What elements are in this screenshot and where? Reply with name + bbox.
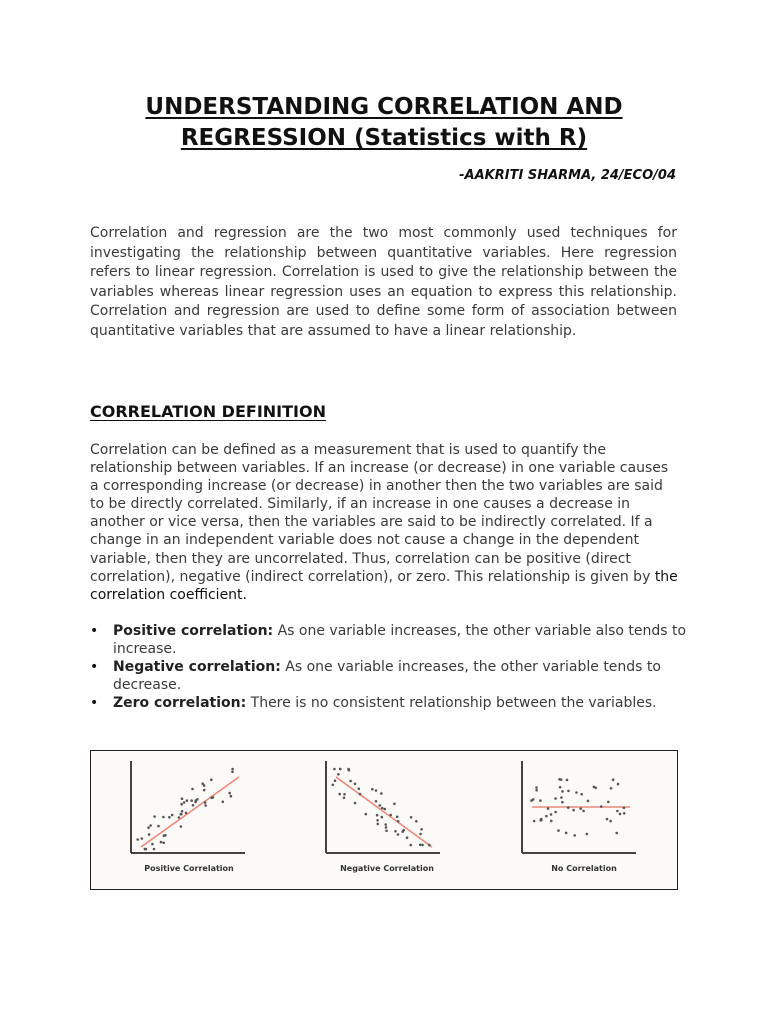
data-point xyxy=(561,790,564,793)
data-point xyxy=(573,834,576,837)
data-point xyxy=(396,816,399,819)
data-point xyxy=(162,842,165,845)
data-point xyxy=(384,808,387,811)
data-point xyxy=(593,786,596,789)
data-point xyxy=(406,836,409,839)
data-point xyxy=(381,807,384,810)
data-point xyxy=(381,816,384,819)
data-point xyxy=(559,786,562,789)
data-point xyxy=(554,797,557,800)
data-point xyxy=(151,843,154,846)
data-point xyxy=(181,797,184,800)
data-point xyxy=(343,797,346,800)
data-point xyxy=(550,820,553,823)
data-point xyxy=(389,814,392,817)
data-point xyxy=(144,848,147,851)
data-point xyxy=(348,769,351,772)
data-point xyxy=(539,819,542,822)
panel-negative xyxy=(326,761,440,873)
data-point xyxy=(365,813,368,816)
bullet-term: Negative correlation: xyxy=(113,659,281,675)
data-point xyxy=(192,804,195,807)
data-point xyxy=(153,815,156,818)
data-point xyxy=(332,784,335,787)
data-point xyxy=(191,788,194,791)
list-item xyxy=(90,694,690,712)
data-point xyxy=(393,803,396,806)
data-point xyxy=(371,788,374,791)
data-point xyxy=(419,844,422,847)
data-point xyxy=(380,792,383,795)
data-point xyxy=(375,800,378,803)
data-point xyxy=(582,810,585,813)
data-point xyxy=(567,790,570,793)
data-point xyxy=(210,778,213,781)
panel-positive xyxy=(131,761,245,873)
data-point xyxy=(147,826,150,829)
data-point xyxy=(394,830,397,833)
data-point xyxy=(231,768,234,771)
data-point xyxy=(409,844,412,847)
bullet-icon: • xyxy=(90,623,99,639)
data-point xyxy=(203,789,206,792)
data-point xyxy=(535,789,538,792)
data-point xyxy=(410,816,413,819)
data-point xyxy=(567,806,570,809)
intro-paragraph: Correlation and regression are the two most commonly used techniques for investigating the relationship between quantitative variables. Here regression refers to linear regression. Correlation is used to give the relationship between the variables whereas linear regression uses an equation to express this relationship. Correlation and regression are used to define some form of association between quantitative variables that are assumed to have a linear relationship. xyxy=(90,225,677,339)
data-point xyxy=(623,807,626,810)
data-point xyxy=(428,844,431,847)
data-point xyxy=(415,820,418,823)
data-point xyxy=(168,816,171,819)
data-point xyxy=(349,780,352,783)
data-point xyxy=(554,811,557,814)
data-point xyxy=(561,801,564,804)
data-point xyxy=(185,812,188,815)
data-point xyxy=(354,783,357,786)
data-point xyxy=(615,832,618,835)
data-point xyxy=(550,813,553,816)
trend-line xyxy=(336,777,432,847)
data-point xyxy=(337,773,340,776)
data-point xyxy=(183,801,186,804)
data-point xyxy=(547,807,550,810)
data-point xyxy=(535,786,538,789)
data-point xyxy=(575,791,578,794)
data-point xyxy=(616,810,619,813)
data-point xyxy=(532,798,535,801)
panel-label-positive: Positive Correlation xyxy=(144,864,234,873)
data-point xyxy=(566,779,569,782)
data-point xyxy=(545,815,548,818)
data-point xyxy=(231,771,234,774)
data-point xyxy=(401,830,404,833)
author-line: -AAKRITI SHARMA, 24/ECO/04 xyxy=(459,168,676,183)
data-point xyxy=(607,801,610,804)
data-point xyxy=(359,793,362,796)
data-point xyxy=(157,825,160,828)
data-point xyxy=(610,787,613,790)
data-point xyxy=(338,793,341,796)
data-point xyxy=(180,825,183,828)
list-item xyxy=(90,622,690,658)
data-point xyxy=(195,799,198,802)
panel-label-negative: Negative Correlation xyxy=(340,864,434,873)
bullet-icon: • xyxy=(90,695,99,711)
data-point xyxy=(149,824,152,827)
document-title xyxy=(90,92,678,154)
title-line-2: REGRESSION (Statistics with R) xyxy=(180,125,588,151)
data-point xyxy=(148,833,151,836)
data-point xyxy=(560,796,563,799)
data-point xyxy=(612,778,615,781)
data-point xyxy=(384,823,387,826)
bullet-text: As one variable increases, the other variable also tends to increase. xyxy=(113,623,687,657)
section-heading: CORRELATION DEFINITION xyxy=(90,402,326,421)
bullet-icon: • xyxy=(90,659,99,675)
data-point xyxy=(204,801,207,804)
data-point xyxy=(136,838,139,841)
data-point xyxy=(397,833,400,836)
data-point xyxy=(186,799,189,802)
data-point xyxy=(334,779,337,782)
data-point xyxy=(539,799,542,802)
data-point xyxy=(572,809,575,812)
data-point xyxy=(617,783,620,786)
trend-line xyxy=(141,777,239,847)
data-point xyxy=(153,848,156,851)
data-point xyxy=(180,813,183,816)
data-point xyxy=(533,820,536,823)
correlation-types-list xyxy=(90,622,690,712)
data-point xyxy=(609,820,612,823)
data-point xyxy=(558,778,561,781)
data-point xyxy=(222,801,225,804)
bullet-text: There is no consistent relationship between the variables. xyxy=(246,695,657,711)
data-point xyxy=(587,800,590,803)
data-point xyxy=(178,816,181,819)
data-point xyxy=(354,802,357,805)
data-point xyxy=(419,833,422,836)
bullet-term: Positive correlation: xyxy=(113,623,274,639)
data-point xyxy=(623,812,626,815)
data-point xyxy=(339,768,342,771)
data-point xyxy=(377,823,380,826)
data-point xyxy=(204,804,207,807)
definition-body: Correlation can be defined as a measurement that is used to quantify the relationship between variables. If an increase (or decrease) in one variable causes a corresponding increase (or decrease) in another then the two variables are said to be directly correlated. Similarly, if an increase in one causes a decrease in another or vice versa, then the variables are said to be indirectly correlated. If a change in an independent variable does not cause a change in the dependent variable, then they are uncorrelated. Thus, correlation can be positive (direct correlation), negative (indirect correlation), or zero. This relationship is given by xyxy=(90,442,669,585)
definition-tail: the correlation coefficient. xyxy=(90,568,678,603)
correlation-figure xyxy=(90,750,678,890)
data-point xyxy=(565,832,568,835)
data-point xyxy=(228,792,231,795)
data-point xyxy=(376,814,379,817)
data-point xyxy=(420,828,423,831)
data-point xyxy=(606,818,609,821)
definition-paragraph xyxy=(90,441,680,604)
data-point xyxy=(181,810,184,813)
data-point xyxy=(421,844,424,847)
data-point xyxy=(164,834,167,837)
data-point xyxy=(586,833,589,836)
data-point xyxy=(376,819,379,822)
data-point xyxy=(379,804,382,807)
panel-label-none: No Correlation xyxy=(551,864,617,873)
data-point xyxy=(619,813,622,816)
data-point xyxy=(385,826,388,829)
data-point xyxy=(579,807,582,810)
data-point xyxy=(600,805,603,808)
data-point xyxy=(580,793,583,796)
data-point xyxy=(141,837,144,840)
data-point xyxy=(180,803,183,806)
data-point xyxy=(358,787,361,790)
data-point xyxy=(397,820,400,823)
data-point xyxy=(190,799,193,802)
bullet-text: As one variable increases, the other variable tends to decrease. xyxy=(113,659,661,693)
data-point xyxy=(160,841,163,844)
data-point xyxy=(385,830,388,833)
data-point xyxy=(171,814,174,817)
data-point xyxy=(230,795,233,798)
title-line-1: UNDERSTANDING CORRELATION AND xyxy=(145,94,623,120)
data-point xyxy=(201,782,204,785)
data-point xyxy=(343,793,346,796)
data-point xyxy=(333,768,336,771)
data-point xyxy=(212,796,215,799)
panel-none xyxy=(522,761,636,873)
data-point xyxy=(162,816,165,819)
list-item xyxy=(90,658,690,694)
data-point xyxy=(557,829,560,832)
correlation-scatter-illustration xyxy=(91,751,677,889)
bullet-term: Zero correlation: xyxy=(113,695,247,711)
data-point xyxy=(375,789,378,792)
